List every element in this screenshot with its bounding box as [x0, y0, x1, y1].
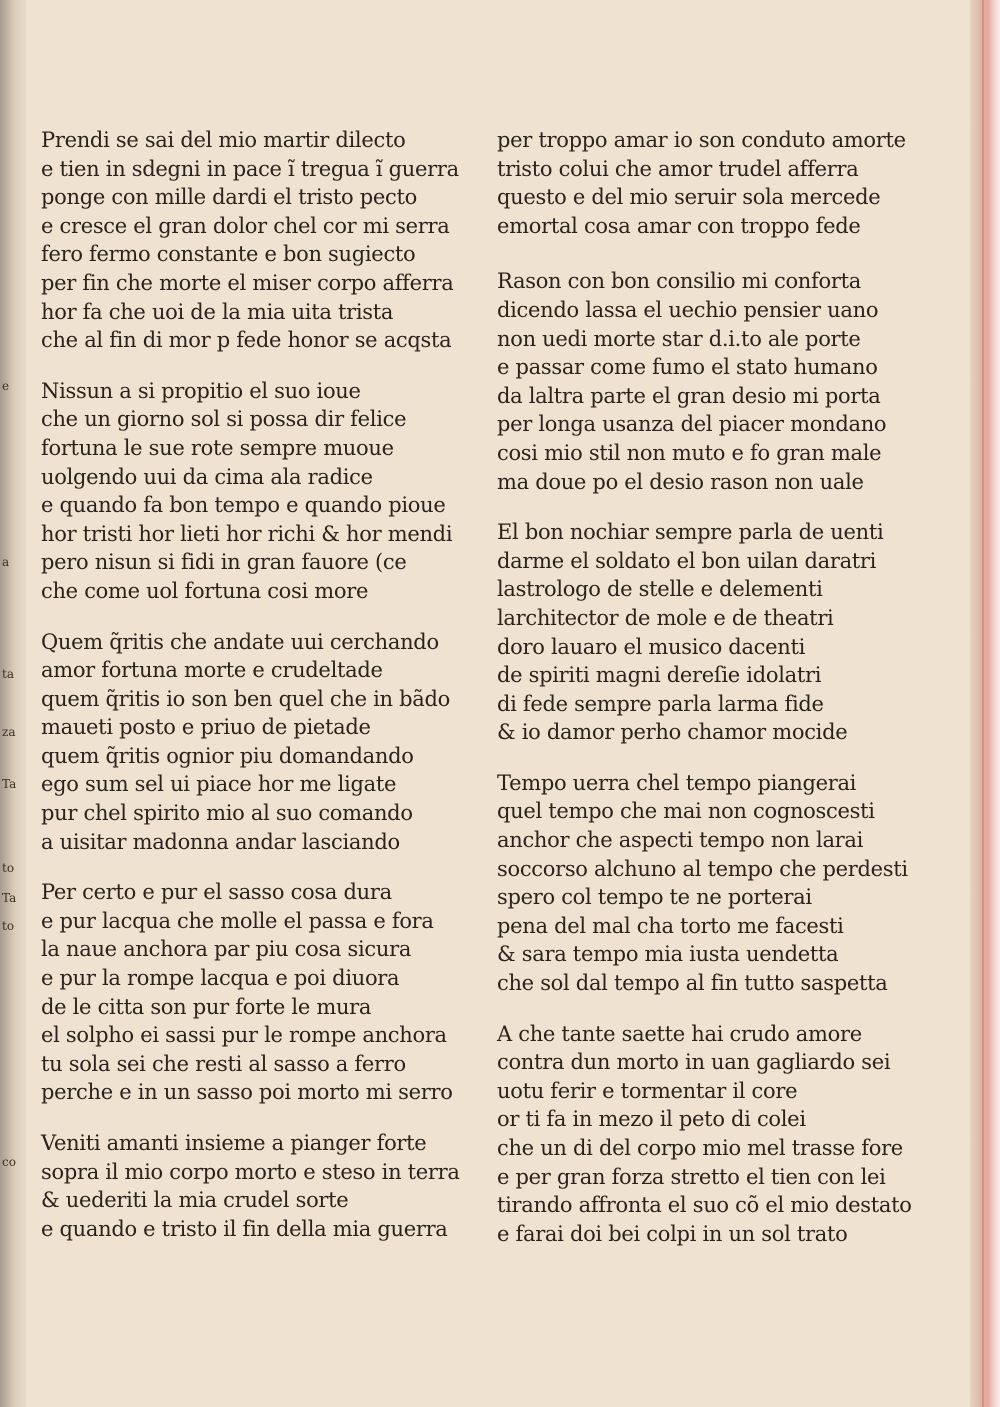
verse-line: quem q̃ritis io son ben quel che in bãdo: [41, 686, 450, 711]
verse-line: e quando e tristo il fin della mia guerra: [41, 1216, 448, 1241]
verse-line: ponge con mille dardi el tristo pecto: [41, 185, 417, 210]
gutter-mark: ta: [2, 667, 14, 681]
verse-line: de spiriti magni dereſie idolatri: [497, 663, 822, 688]
verse-line: maueti posto e priuo de pietade: [41, 715, 371, 740]
verse-line: Per certo e pur el sasso cosa dura: [41, 880, 392, 905]
stanza: [41, 628, 491, 857]
verse-line: per fin che morte el miser corpo afferra: [41, 270, 454, 295]
left-column: [41, 126, 491, 1265]
verse-line: Rason con bon consilio mi conforta: [497, 269, 861, 294]
page-edge-line: [982, 0, 984, 1407]
verse-line: per troppo amar io son conduto amorte: [497, 128, 906, 152]
verse-line: darme el soldato el bon uilan daratri: [497, 548, 877, 573]
verse-line: pena del mal cha torto me facesti: [497, 913, 844, 938]
verse-line: & sara tempo mia iusta uendetta: [497, 942, 839, 967]
verse-line: dicendo lassa el uechio pensier uano: [497, 297, 879, 322]
stanza: [41, 126, 491, 355]
verse-line: che un giorno sol si possa dir felice: [41, 407, 407, 432]
verse-line: che sol dal tempo al fin tutto saspetta: [497, 971, 888, 996]
verse-line: e quando fa bon tempo e quando pioue: [41, 493, 446, 518]
gutter-mark: to: [2, 861, 15, 875]
verse-line: questo e del mio seruir sola mercede: [497, 185, 881, 210]
verse-line: pero nisun si fidi in gran fauore (ce: [41, 550, 407, 575]
verse-line: spero col tempo te ne porterai: [497, 885, 812, 910]
verse-line: e passar come fumo el stato humano: [497, 355, 878, 380]
verse-line: e farai doi bei colpi in un sol trato: [497, 1221, 848, 1246]
verse-line: Tempo uerra chel tempo piangerai: [497, 770, 857, 795]
verse-line: pur chel spirito mio al suo comando: [41, 801, 413, 826]
verse-line: da laltra parte el gran desio mi porta: [497, 383, 881, 408]
gutter-mark: e: [2, 379, 10, 393]
verse-line: Prendi se sai del mio martir dilecto: [41, 128, 406, 152]
verse-line: di fede sempre parla larma fide: [497, 691, 824, 716]
gutter-mark: a: [2, 555, 10, 569]
verse-line: & io damor perho chamor mocide: [497, 720, 848, 745]
verse-line: larchitector de mole e de theatri: [497, 605, 834, 630]
verse-line: non uedi morte star d.i.to ale porte: [497, 326, 861, 351]
verse-line: hor fa che uoi de la mia uita trista: [41, 299, 394, 324]
verse-line: che un di del corpo mio mel trasse fore: [497, 1136, 903, 1160]
verse-line: fero fermo constante e bon sugiecto: [41, 242, 416, 267]
gutter-mark: co: [2, 1155, 16, 1169]
verse-line: contra dun morto in uan gagliardo sei: [497, 1050, 891, 1075]
verse-line: che al fin di mor p fede honor se acqsta: [41, 328, 452, 353]
verse-line: amor fortuna morte e crudeltade: [41, 658, 383, 683]
verse-line: perche e in un sasso poi morto mi serro: [41, 1080, 453, 1105]
stanza: [41, 878, 491, 1107]
verse-line: hor tristi hor lieti hor richi & hor mendi: [41, 521, 453, 546]
verse-line: Nissun a si propitio el suo ioue: [41, 378, 361, 403]
verse-line: a uisitar madonna andar lasciando: [41, 829, 400, 854]
verse-line: e pur la rompe lacqua e poi diuora: [41, 966, 400, 991]
verse-line: ma doue po el desio rason non uale: [497, 469, 864, 494]
verse-line: e cresce el gran dolor chel cor mi serra: [41, 213, 450, 238]
verse-line: ego sum sel ui piace hor me ligate: [41, 772, 397, 797]
stanza: [497, 267, 947, 496]
verse-line: per longa usanza del piacer mondano: [497, 412, 887, 437]
verse-line: de le citta son pur forte le mura: [41, 994, 372, 1019]
stanza: [41, 1129, 491, 1243]
verse-line: anchor che aspecti tempo non larai: [497, 828, 864, 853]
stanza: [497, 126, 947, 240]
verse-line: emortal cosa amar con troppo fede: [497, 213, 861, 238]
verse-line: e tien in sdegni in pace ĩ tregua ĩ guerra: [41, 156, 459, 181]
verse-line: Quem q̃ritis che andate uui cerchando: [41, 629, 439, 654]
verse-line: sopra il mio corpo morto e steso in terra: [41, 1159, 460, 1184]
verse-line: la naue anchora par piu cosa sicura: [41, 937, 412, 962]
verse-line: tirando affronta el suo cõ el mio destato: [497, 1193, 912, 1218]
verse-line: tristo colui che amor trudel afferra: [497, 156, 859, 181]
gutter-mark: to: [2, 919, 15, 933]
verse-line: fortuna le sue rote sempre muoue: [41, 435, 394, 460]
verse-line: e per gran forza stretto el tien con lei: [497, 1164, 886, 1189]
verse-line: quel tempo che mai non cognoscesti: [497, 799, 875, 824]
verse-line: El bon nochiar sempre parla de uenti: [497, 520, 884, 545]
verse-line: lastrologo de stelle e delementi: [497, 577, 823, 602]
stanza: [497, 1020, 947, 1249]
right-column: [497, 126, 947, 1270]
verse-line: uotu ferir e tormentar il core: [497, 1078, 798, 1103]
verse-line: e pur lacqua che molle el passa e fora: [41, 908, 434, 933]
verse-line: doro lauaro el musico dacenti: [497, 634, 806, 659]
gutter-mark: za: [2, 725, 16, 739]
verse-line: el solpho ei sassi pur le rompe anchora: [41, 1023, 447, 1048]
page-edge: [970, 0, 1000, 1407]
verse-line: che come uol fortuna cosi more: [41, 578, 369, 603]
verse-line: or ti fa in mezo il peto di colei: [497, 1107, 806, 1132]
facing-page-gutter: [0, 0, 26, 1407]
verse-line: & uederiti la mia crudel sorte: [41, 1188, 349, 1213]
gutter-mark: Ta: [2, 891, 17, 905]
verse-line: tu sola sei che resti al sasso a ferro: [41, 1051, 406, 1076]
verse-line: Veniti amanti insieme a pianger forte: [41, 1131, 427, 1155]
verse-line: cosi mio stil non muto e fo gran male: [497, 440, 882, 465]
stanza: [41, 377, 491, 606]
verse-line: A che tante saette hai crudo amore: [497, 1021, 862, 1046]
verse-line: uolgendo uui da cima ala radice: [41, 464, 373, 489]
verse-line: quem q̃ritis ognior piu domandando: [41, 743, 414, 768]
stanza: [497, 769, 947, 998]
verse-line: soccorso alchuno al tempo che perdesti: [497, 856, 908, 881]
gutter-mark: Ta: [2, 777, 17, 791]
stanza: [497, 518, 947, 747]
